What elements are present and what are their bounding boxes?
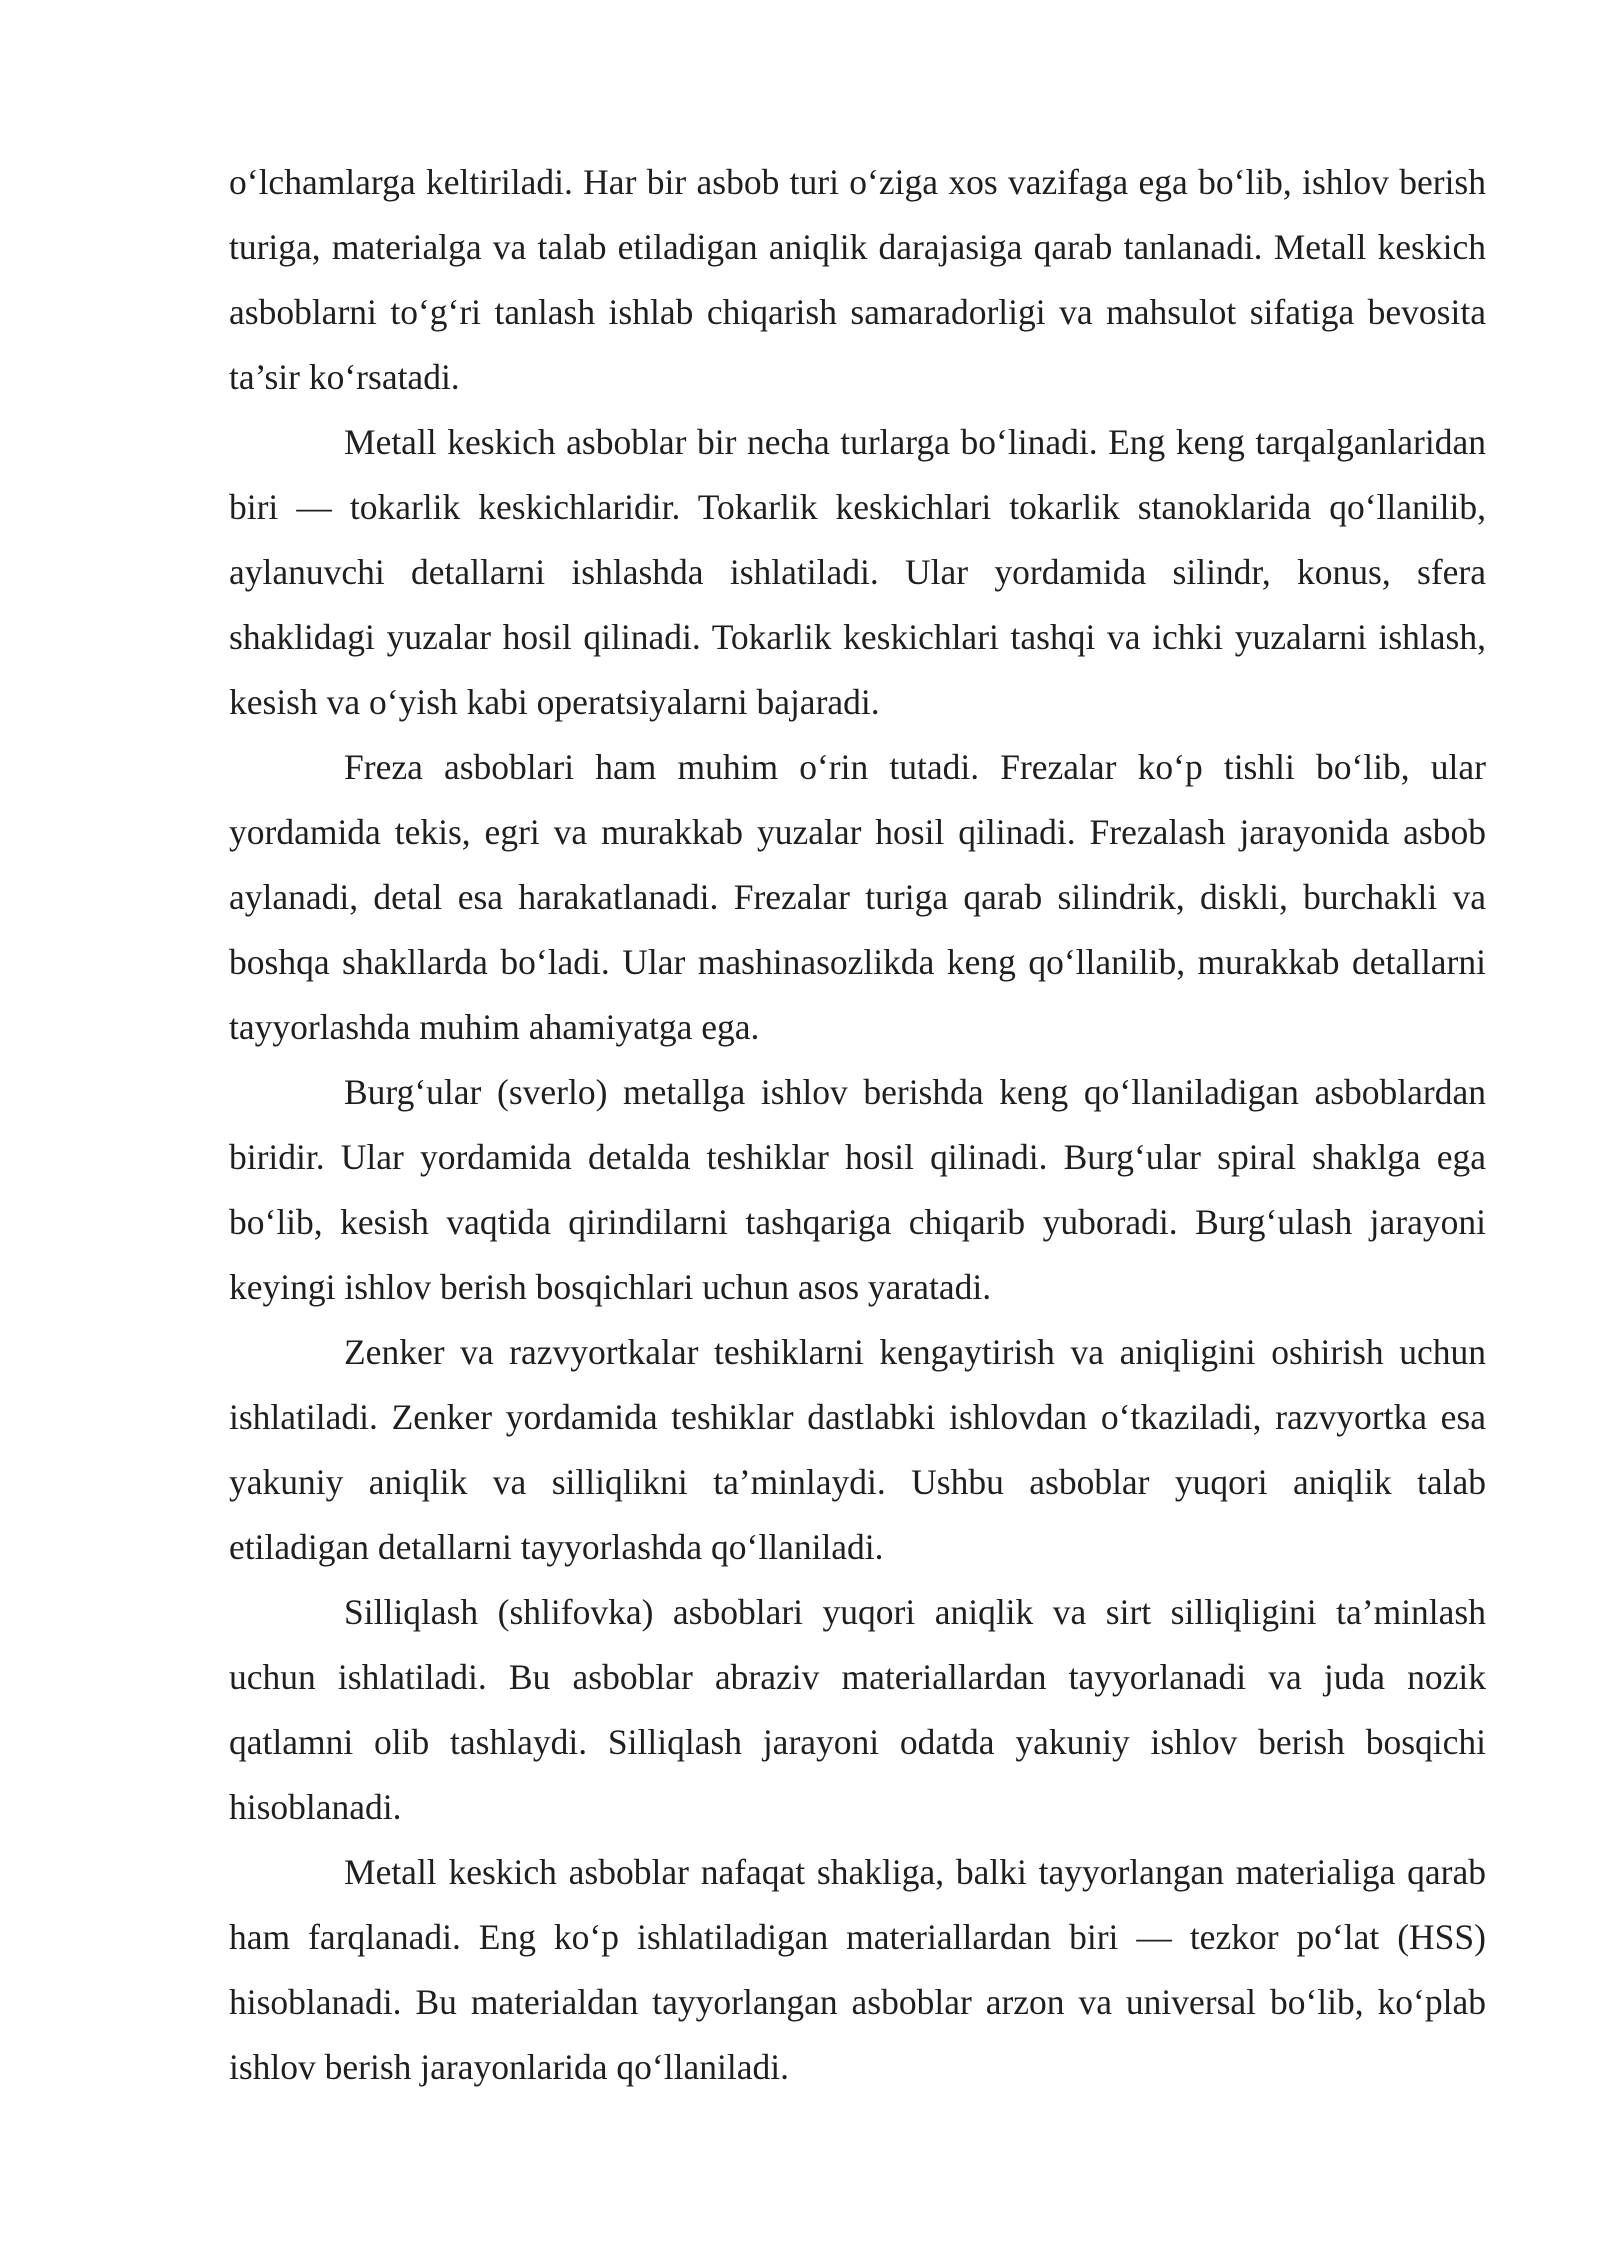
paragraph-drills: Burg‘ular (sverlo) metallga ishlov berishda keng qo‘llaniladigan asboblardan biridir. Ular yordamida detalda teshiklar hosil qilinadi. Burg‘ular spiral shaklga ega bo‘lib, kesish vaqtida qirindilarni tashqariga chiqarib yuboradi. Burg‘ulash jarayoni keyingi ishlov berish bosqichlari uchun asos yaratadi. (229, 1072, 1486, 1307)
paragraph-continuation: o‘lchamlarga keltiriladi. Har bir asbob turi o‘ziga xos vazifaga ega bo‘lib, ishlov berish turiga, materialga va talab etiladigan aniqlik darajasiga qarab tanlanadi. Metall keskich asboblarni to‘g‘ri tanlash ishlab chiqarish samaradorligi va mahsulot sifatiga bevosita ta’sir ko‘rsatadi. (229, 162, 1486, 397)
paragraph-countersinks-reamers: Zenker va razvyortkalar teshiklarni kengaytirish va aniqligini oshirish uchun ishlatiladi. Zenker yordamida teshiklar dastlabki ishlovdan o‘tkaziladi, razvyortka esa yakuniy aniqlik va silliqlikni ta’minlaydi. Ushbu asboblar yuqori aniqlik talab etiladigan detallarni tayyorlashda qo‘llaniladi. (229, 1332, 1486, 1567)
paragraph-tool-materials: Metall keskich asboblar nafaqat shakliga, balki tayyorlangan materialiga qarab ham farqlanadi. Eng ko‘p ishlatiladigan materiallardan biri — tezkor po‘lat (HSS) hisoblanadi. Bu materialdan tayyorlangan asboblar arzon va universal bo‘lib, ko‘plab ishlov berish jarayonlarida qo‘llaniladi. (229, 1852, 1486, 2087)
paragraph-grinding-tools: Silliqlash (shlifovka) asboblari yuqori aniqlik va sirt silliqligini ta’minlash uchun ishlatiladi. Bu asboblar abraziv materiallardan tayyorlanadi va juda nozik qatlamni olib tashlaydi. Silliqlash jarayoni odatda yakuniy ishlov berish bosqichi hisoblanadi. (229, 1592, 1486, 1827)
paragraph-turning-tools: Metall keskich asboblar bir necha turlarga bo‘linadi. Eng keng tarqalganlaridan biri — tokarlik keskichlaridir. Tokarlik keskichlari tokarlik stanoklarida qo‘llanilib, aylanuvchi detallarni ishlashda ishlatiladi. Ular yordamida silindr, konus, sfera shaklidagi yuzalar hosil qilinadi. Tokarlik keskichlari tashqi va ichki yuzalarni ishlash, kesish va o‘yish kabi operatsiyalarni bajaradi. (229, 422, 1486, 722)
paragraph-milling-tools: Freza asboblari ham muhim o‘rin tutadi. Frezalar ko‘p tishli bo‘lib, ular yordamida tekis, egri va murakkab yuzalar hosil qilinadi. Frezalash jarayonida asbob aylanadi, detal esa harakatlanadi. Frezalar turiga qarab silindrik, diskli, burchakli va boshqa shakllarda bo‘ladi. Ular mashinasozlikda keng qo‘llanilib, murakkab detallarni tayyorlashda muhim ahamiyatga ega. (229, 747, 1486, 1047)
document-body (229, 150, 1486, 2100)
